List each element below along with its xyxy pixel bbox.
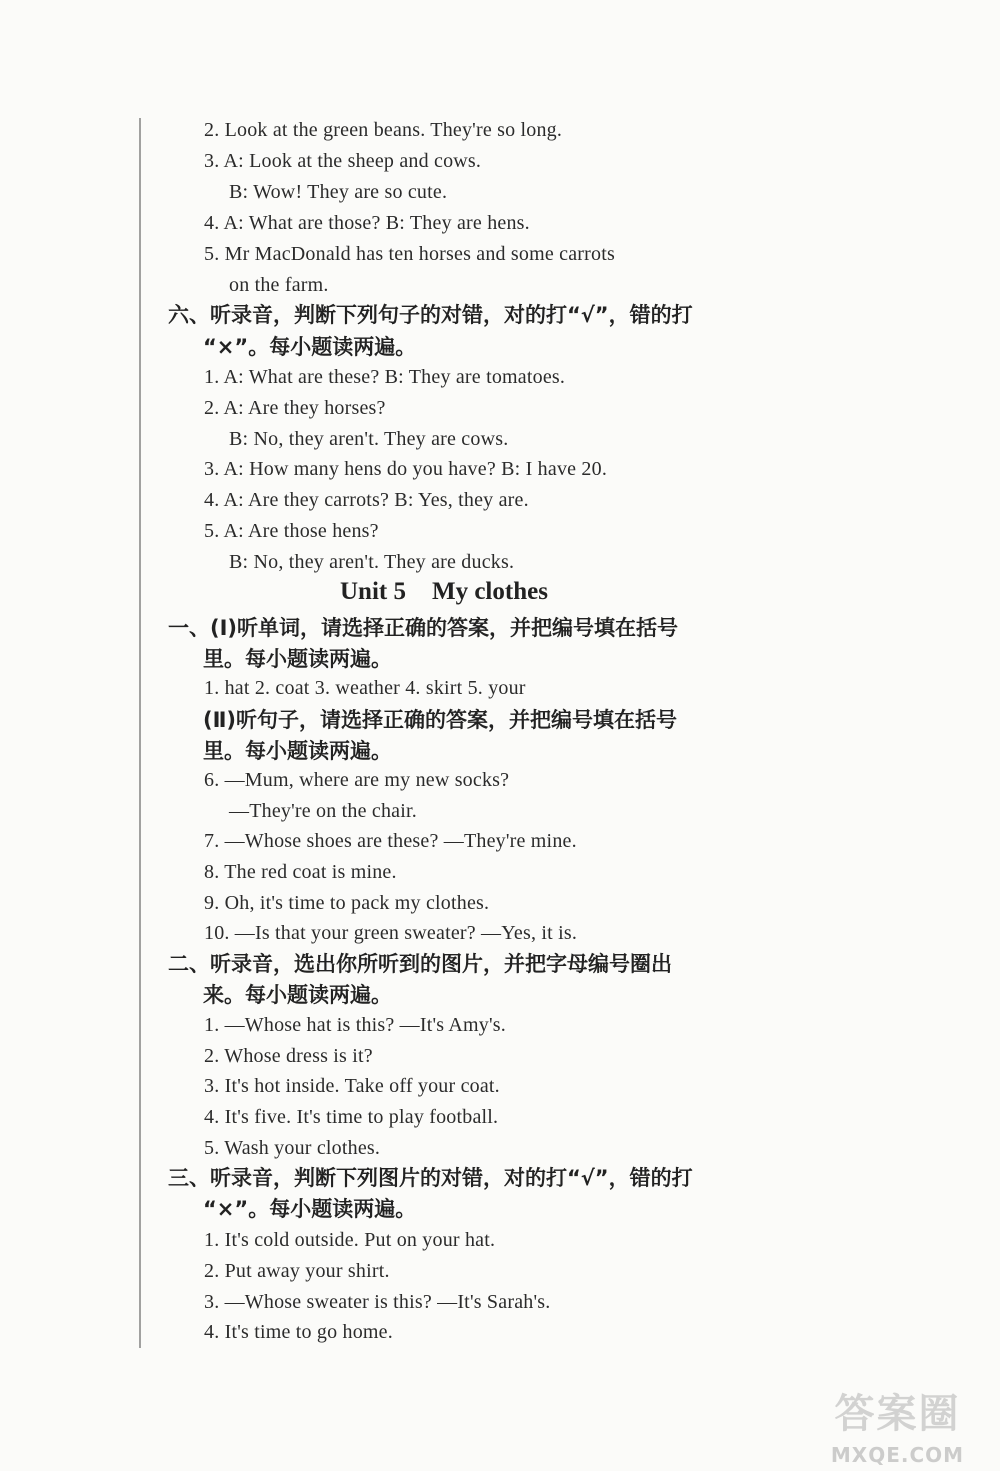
section-heading: 来。每小题读两遍。 (203, 983, 392, 1007)
text-line: 2. A: Are they horses? (204, 397, 386, 419)
text-line: 7. —Whose shoes are these? —They're mine. (204, 830, 577, 852)
text-line: 1. hat 2. coat 3. weather 4. skirt 5. your (204, 677, 526, 699)
text-line: 6. —Mum, where are my new socks? (204, 769, 510, 791)
watermark (805, 1382, 990, 1467)
section-heading: 二、听录音，选出你所听到的图片，并把字母编号圈出 (168, 952, 672, 976)
text-line: B: No, they aren't. They are cows. (229, 428, 509, 450)
section-heading: “×”。每小题读两遍。 (203, 335, 417, 359)
section-heading: (Ⅱ)听句子，请选择正确的答案，并把编号填在括号 (203, 708, 678, 732)
text-line: 3. A: How many hens do you have? B: I have 20. (204, 458, 608, 480)
section-heading: 里。每小题读两遍。 (203, 647, 392, 671)
text-line: 4. It's five. It's time to play football. (204, 1106, 499, 1128)
text-line: on the farm. (229, 274, 329, 296)
text-line: 1. —Whose hat is this? —It's Amy's. (204, 1014, 506, 1036)
text-line: 9. Oh, it's time to pack my clothes. (204, 892, 490, 914)
section-heading: “×”。每小题读两遍。 (203, 1197, 417, 1221)
text-line: 1. A: What are these? B: They are tomatoes. (204, 366, 566, 388)
text-line: 3. It's hot inside. Take off your coat. (204, 1075, 500, 1097)
unit-name: My clothes (431, 578, 548, 605)
text-line: 4. A: Are they carrots? B: Yes, they are. (204, 489, 529, 511)
text-line: —They're on the chair. (229, 800, 417, 822)
text-line: 4. A: What are those? B: They are hens. (204, 212, 530, 234)
watermark-logo: 答案圈 (834, 1391, 961, 1437)
text-line: 3. —Whose sweater is this? —It's Sarah's. (204, 1291, 551, 1313)
section-heading: 里。每小题读两遍。 (203, 739, 392, 763)
text-line: 2. Whose dress is it? (204, 1045, 373, 1067)
text-line: 1. It's cold outside. Put on your hat. (204, 1229, 496, 1251)
text-line: 5. A: Are those hens? (204, 520, 379, 542)
text-line: B: No, they aren't. They are ducks. (229, 551, 515, 573)
unit-label: Unit 5 (340, 578, 406, 605)
text-line: 10. —Is that your green sweater? —Yes, it is. (204, 922, 578, 944)
text-line: B: Wow! They are so cute. (229, 181, 448, 203)
section-heading: 三、听录音，判断下列图片的对错，对的打“√”，错的打 (168, 1166, 693, 1190)
text-line: 2. Put away your shirt. (204, 1260, 390, 1282)
watermark-site: MXQE.COM (830, 1443, 965, 1467)
text-line: 5. Wash your clothes. (204, 1137, 381, 1159)
text-line: 5. Mr MacDonald has ten horses and some carrots (204, 243, 615, 265)
unit-title (340, 577, 548, 607)
text-line: 4. It's time to go home. (204, 1321, 393, 1343)
text-line: 2. Look at the green beans. They're so long. (204, 119, 563, 141)
text-line: 3. A: Look at the sheep and cows. (204, 150, 482, 172)
section-heading: 六、听录音，判断下列句子的对错，对的打“√”，错的打 (168, 303, 693, 327)
section-heading: 一、(Ⅰ)听单词，请选择正确的答案，并把编号填在括号 (168, 616, 679, 640)
margin-rule (139, 118, 141, 1348)
text-line: 8. The red coat is mine. (204, 861, 397, 883)
